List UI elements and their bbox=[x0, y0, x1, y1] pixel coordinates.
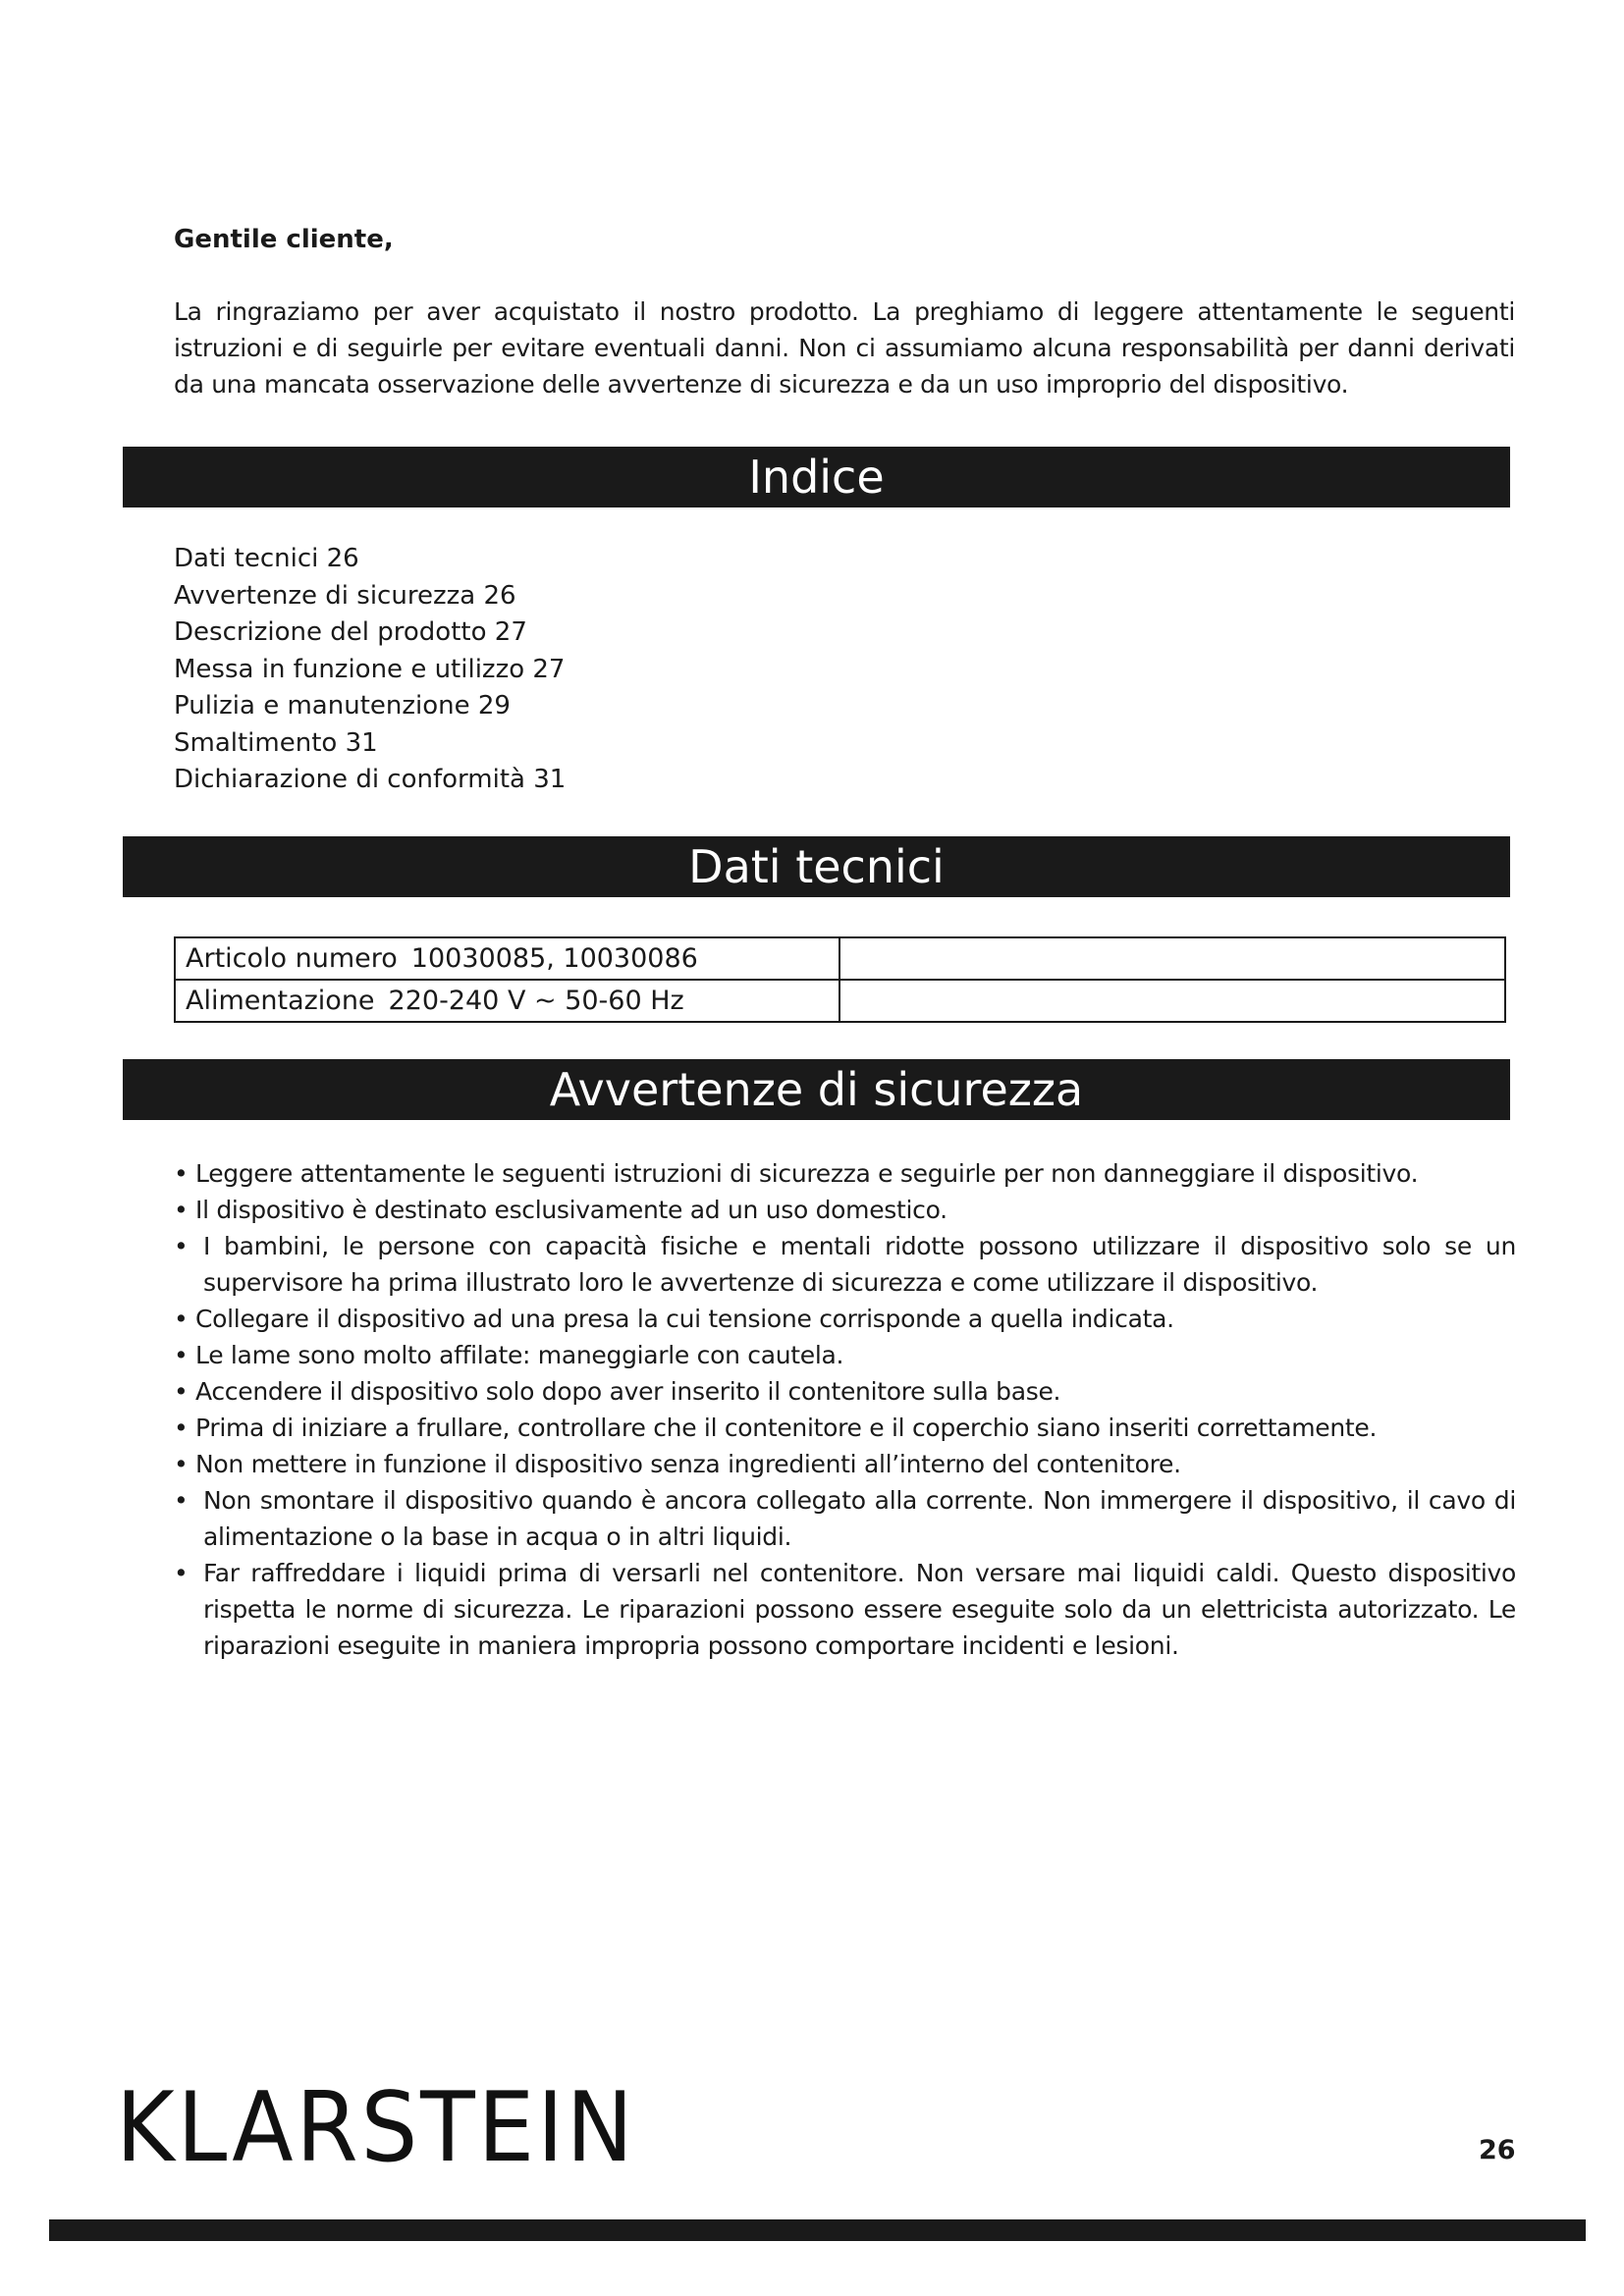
list-item-text: Accendere il dispositivo solo dopo aver inserito il contenitore sulla base. bbox=[195, 1377, 1061, 1406]
list-item-text: Non smontare il dispositivo quando è ancora collegato alla corrente. Non immergere il dispositivo, il cavo di alimentazione o la base in acqua o in altri liquidi. bbox=[203, 1486, 1516, 1551]
tech-specs-table bbox=[174, 936, 1506, 1023]
list-item bbox=[174, 1482, 1516, 1555]
bullet-icon: • bbox=[174, 1559, 189, 1587]
safety-warnings-list bbox=[174, 1155, 1516, 1664]
section-title: Indice bbox=[748, 451, 885, 504]
toc-item: Messa in funzione e utilizzo 27 bbox=[174, 654, 566, 684]
spec-key: Alimentazione bbox=[186, 986, 375, 1016]
list-item-text: Le lame sono molto affilate: maneggiarle con cautela. bbox=[195, 1341, 844, 1369]
bullet-icon: • bbox=[174, 1414, 189, 1442]
section-header-index bbox=[123, 447, 1510, 507]
section-header-safety bbox=[123, 1059, 1510, 1120]
table-cell bbox=[175, 937, 839, 980]
table-row bbox=[175, 980, 1505, 1022]
section-title: Dati tecnici bbox=[688, 840, 945, 893]
list-item-text: Non mettere in funzione il dispositivo senza ingredienti all’interno del contenitore. bbox=[195, 1450, 1181, 1478]
list-item bbox=[174, 1446, 1516, 1482]
toc-item: Avvertenze di sicurezza 26 bbox=[174, 580, 516, 611]
table-cell bbox=[839, 980, 1505, 1022]
list-item bbox=[174, 1410, 1516, 1446]
list-item-text: Il dispositivo è destinato esclusivamente ad un uso domestico. bbox=[195, 1196, 947, 1224]
list-item bbox=[174, 1228, 1516, 1301]
table-cell bbox=[839, 937, 1505, 980]
greeting: Gentile cliente, bbox=[174, 225, 394, 254]
list-item bbox=[174, 1192, 1516, 1228]
footer-divider bbox=[49, 2219, 1586, 2241]
bullet-icon: • bbox=[174, 1450, 189, 1478]
list-item-text: Leggere attentamente le seguenti istruzioni di sicurezza e seguirle per non danneggiare il dispositivo. bbox=[195, 1159, 1419, 1188]
list-item bbox=[174, 1337, 1516, 1373]
table-row bbox=[175, 937, 1505, 980]
bullet-icon: • bbox=[174, 1377, 189, 1406]
section-title: Avvertenze di sicurezza bbox=[549, 1063, 1084, 1116]
list-item bbox=[174, 1301, 1516, 1337]
bullet-icon: • bbox=[174, 1486, 189, 1515]
toc-item: Dati tecnici 26 bbox=[174, 544, 359, 573]
list-item-text: Collegare il dispositivo ad una presa la cui tensione corrisponde a quella indicata. bbox=[195, 1305, 1174, 1333]
table-cell bbox=[175, 980, 839, 1022]
table-of-contents bbox=[174, 541, 566, 799]
bullet-icon: • bbox=[174, 1305, 189, 1333]
bullet-icon: • bbox=[174, 1196, 189, 1224]
list-item-text: Prima di iniziare a frullare, controllare che il contenitore e il coperchio siano inseriti correttamente. bbox=[195, 1414, 1378, 1442]
bullet-icon: • bbox=[174, 1232, 189, 1260]
section-header-tech bbox=[123, 836, 1510, 897]
bullet-icon: • bbox=[174, 1341, 189, 1369]
spec-key: Articolo numero bbox=[186, 943, 398, 974]
toc-item: Dichiarazione di conformità 31 bbox=[174, 765, 567, 794]
toc-item: Pulizia e manutenzione 29 bbox=[174, 691, 511, 721]
intro-paragraph: La ringraziamo per aver acquistato il nostro prodotto. La preghiamo di leggere attentamente le seguenti istruzioni e di seguirle per evitare eventuali danni. Non ci assumiamo alcuna responsabilità per danni derivati da una mancata osservazione delle avvertenze di sicurezza e da un uso improprio del dispositivo. bbox=[174, 297, 1515, 399]
toc-item: Descrizione del prodotto 27 bbox=[174, 617, 527, 647]
spec-value: 220-240 V ~ 50-60 Hz bbox=[388, 986, 684, 1016]
page-number: 26 bbox=[1479, 2135, 1516, 2165]
list-item bbox=[174, 1373, 1516, 1410]
brand-logo: KLARSTEIN bbox=[116, 2072, 636, 2184]
spec-value: 10030085, 10030086 bbox=[410, 943, 698, 974]
list-item-text: Far raffreddare i liquidi prima di versarli nel contenitore. Non versare mai liquidi caldi. Questo dispositivo rispetta le norme di sicurezza. Le riparazioni possono essere eseguite solo da un elettricista autorizzato. Le riparazioni eseguite in maniera impropria possono comportare incidenti e lesioni. bbox=[203, 1559, 1516, 1660]
list-item bbox=[174, 1555, 1516, 1664]
bullet-icon: • bbox=[174, 1159, 189, 1188]
toc-item: Smaltimento 31 bbox=[174, 727, 378, 758]
list-item bbox=[174, 1155, 1516, 1192]
list-item-text: I bambini, le persone con capacità fisiche e mentali ridotte possono utilizzare il dispositivo solo se un supervisore ha prima illustrato loro le avvertenze di sicurezza e come utilizzare il dispositivo. bbox=[203, 1232, 1516, 1297]
